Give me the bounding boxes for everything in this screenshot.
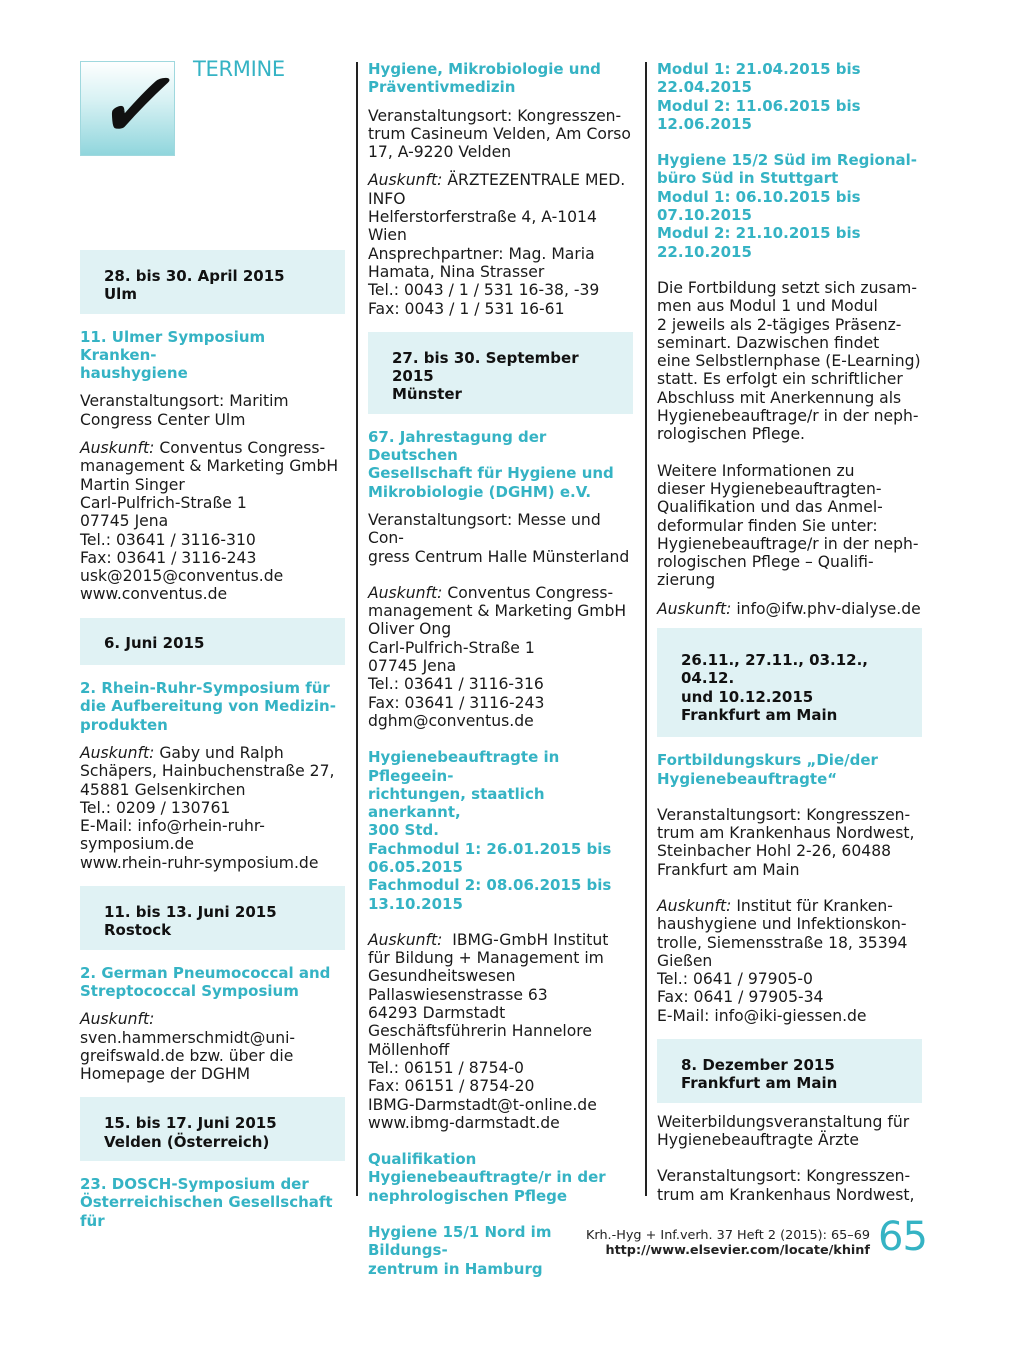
module-dates: Hygiene 15/2 Süd im Regional- büro Süd in Stuttgart Modul 1: 06.10.2015 bis 07.10.2015 Modul 2: 21.10.2015 bis 22.10.2015: [657, 151, 917, 261]
event-contact: Auskunft: info@ifw.phv-dialyse.de: [657, 599, 921, 618]
event-contact: Auskunft: Conventus Congress- management & Marketing GmbH Oliver Ong Carl-Pulfrich-Straße 1 07745 Jena Tel.: 03641 / 3116-316 Fax: 03641 / 3116-243 dghm@conventus.de: [368, 583, 627, 730]
event-title: Hygiene, Mikrobiologie und Präventivmedizin: [368, 60, 601, 97]
section-title: TERMINE: [193, 57, 285, 81]
column-divider: [645, 62, 647, 1196]
event-title: 2. German Pneumococcal and Streptococcal Symposium: [80, 963, 331, 1000]
date-box: 15. bis 17. Juni 2015 Velden (Österreich): [80, 1097, 345, 1161]
event-venue: Veranstaltungsort: Messe und Con- gress Centrum Halle Münsterland: [368, 510, 630, 566]
checkmark-logo: [80, 52, 175, 158]
event-contact: Auskunft: Institut für Kranken- haushygiene und Infektionskon- trolle, Siemensstraße 18, 35394 Gießen Tel.: 0641 / 97905-0 Fax: 0641 / 97905-34 E-Mail: info@iki-giessen.de: [657, 896, 908, 1025]
journal-url[interactable]: http://www.elsevier.com/locate/khinf: [605, 1243, 870, 1258]
event-contact: Auskunft: sven.hammerschmidt@uni- greifswald.de bzw. über die Homepage der DGHM: [80, 1010, 296, 1084]
checkmark-icon: ✓: [94, 52, 170, 158]
event-venue: Veranstaltungsort: Kongresszen- trum am Krankenhaus Nordwest, Steinbacher Hohl 2-26, 60488 Frankfurt am Main: [657, 805, 915, 879]
more-info: Weitere Informationen zu dieser Hygienebeauftragten- Qualifikation und das Anmel- deformular finden Sie unter: Hygienebeauftrage/r in der neph- rologischen Pflege – Qualifi- zierung: [657, 461, 919, 590]
module-dates: Modul 1: 21.04.2015 bis 22.04.2015 Modul 2: 11.06.2015 bis 12.06.2015: [657, 60, 861, 133]
date-box: 28. bis 30. April 2015 Ulm: [80, 250, 345, 314]
column-1: [80, 250, 345, 1230]
column-3: [657, 60, 922, 1204]
event-contact: Auskunft: Conventus Congress- management & Marketing GmbH Martin Singer Carl-Pulfrich-Straße 1 07745 Jena Tel.: 03641 / 3116-310 Fax: 03641 / 3116-243 usk@2015@conventus.de www.conventus.de: [80, 439, 339, 604]
date-box: 6. Juni 2015: [80, 618, 345, 665]
date-box: 26.11., 27.11., 03.12., 04.12. und 10.12.2015 Frankfurt am Main: [657, 628, 922, 737]
event-contact: Auskunft: ÄRZTEZENTRALE MED. INFO Helferstorferstraße 4, A-1014 Wien Ansprechpartner: Mag. Maria Hamata, Nina Strasser Tel.: 0043 / 1 / 531 16-38, -39 Fax: 0043 / 1 / 531 16-61: [368, 171, 626, 318]
event-title: Fortbildungskurs „Die/der Hygienebeauftragte“: [657, 751, 878, 788]
event-contact: Auskunft: Gaby und Ralph Schäpers, Hainbuchenstraße 27, 45881 Gelsenkirchen Tel.: 0209 / 130761 E-Mail: info@rhein-ruhr- symposium.de www.rhein-ruhr-symposium.de: [80, 743, 335, 872]
date-box: 8. Dezember 2015 Frankfurt am Main: [657, 1039, 922, 1103]
column-2: [368, 60, 633, 1278]
event-title: 11. Ulmer Symposium Kranken- haushygiene: [80, 327, 266, 383]
column-divider: [356, 62, 358, 1196]
event-title: 23. DOSCH-Symposium der Österreichischen Gesellschaft für: [80, 1174, 333, 1230]
page-number: 65: [878, 1214, 927, 1260]
event-description: Weiterbildungsveranstaltung für Hygienebeauftragte Ärzte: [657, 1112, 910, 1149]
event-venue: Veranstaltungsort: Kongresszen- trum am Krankenhaus Nordwest,: [657, 1167, 915, 1204]
date-box: 11. bis 13. Juni 2015 Rostock: [80, 886, 345, 950]
journal-citation: Krh.-Hyg + Inf.verh. 37 Heft 2 (2015): 65–69 http://www.elsevier.com/locate/khinf: [586, 1228, 870, 1258]
event-title: Qualifikation Hygienebeauftragte/r in der nephrologischen Pflege: [368, 1150, 606, 1205]
event-venue: Veranstaltungsort: Kongresszen- trum Casineum Velden, Am Corso 17, A-9220 Velden: [368, 106, 631, 162]
course-description: Die Fortbildung setzt sich zusam- men aus Modul 1 und Modul 2 jeweils als 2-tägiges Präsenz- seminart. Dazwischen findet eine Selbstlernphase (E-Learning) statt. Es erfolgt ein schriftlicher Abschluss mit Anerkennung als Hygienebeauftrage/r in der neph- rologischen Pflege.: [657, 278, 921, 444]
date-box: 27. bis 30. September 2015 Münster: [368, 332, 633, 414]
event-venue: Veranstaltungsort: Maritim Congress Center Ulm: [80, 392, 289, 429]
event-contact: Auskunft: IBMG-GmbH Institut für Bildung + Management im Gesundheitswesen Pallaswiesenstrasse 63 64293 Darmstadt Geschäftsführerin Hannelore Möllenhoff Tel.: 06151 / 8754-0 Fax: 06151 / 8754-20 IBMG-Darmstadt@t-online.de www.ibmg-darmstadt.de: [368, 930, 609, 1132]
event-title: 67. Jahrestagung der Deutschen Gesellschaft für Hygiene und Mikrobiologie (DGHM) e.V.: [368, 427, 614, 501]
event-title: 2. Rhein-Ruhr-Symposium für die Aufbereitung von Medizin- produkten: [80, 679, 336, 734]
event-title: Hygienebeauftragte in Pflegeein- richtungen, staatlich anerkannt, 300 Std. Fachmodul 1: 26.01.2015 bis 06.05.2015 Fachmodul 2: 08.06.2015 bis 13.10.2015: [368, 748, 612, 913]
event-subtitle: Hygiene 15/1 Nord im Bildungs- zentrum in Hamburg: [368, 1223, 552, 1278]
